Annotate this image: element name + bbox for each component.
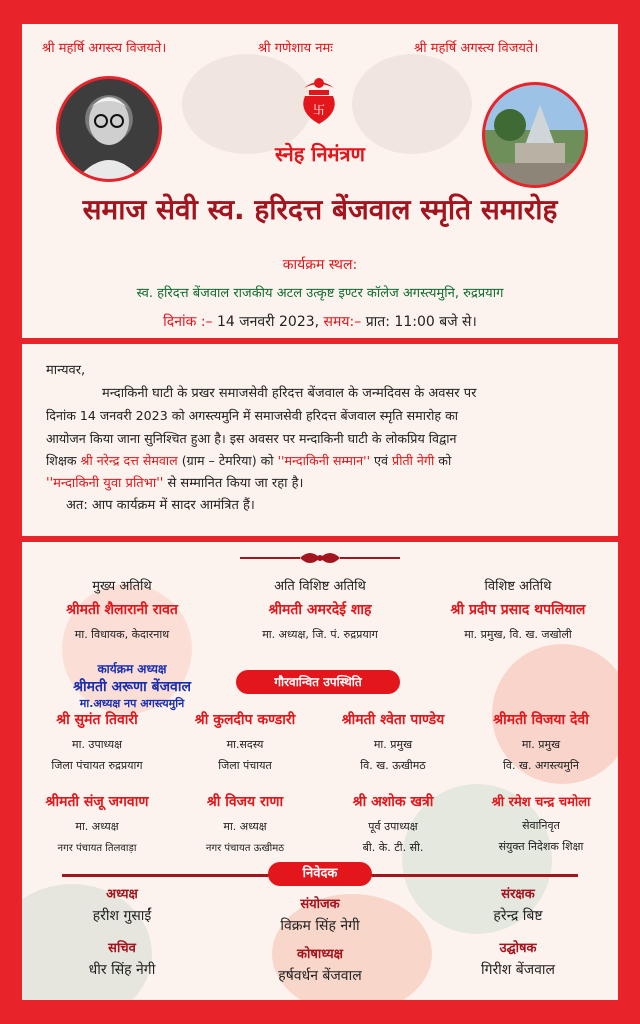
person-role: सेवानिवृत [522,819,560,832]
presiding-name: श्रीमती अरूणा बेंजवाल [73,679,191,695]
guest-distinguished [418,576,618,642]
leaf-decoration [352,54,472,154]
letter-text: शिक्षक [46,453,77,468]
time-value: प्रात: 11:00 बजे से। [365,314,477,330]
top-blessing-center: श्री गणेशाय नमः [258,41,333,56]
person-org: संयुक्त निदेशक शिक्षा [498,840,584,853]
guest-label: विशिष्ट अतिथि [484,579,552,594]
venue-label: कार्यक्रम स्थल: [282,257,358,273]
person-role: मा.सदस्य [226,738,264,751]
guest-desc: मा. अध्यक्ष, जि. पं. रुद्रप्रयाग [262,628,378,641]
presence-person [318,792,468,855]
top-blessing-right: श्री महर्षि अगस्त्य विजयते। [414,41,539,56]
date-label: दिनांक :– [163,314,213,330]
presence-person [22,710,172,773]
divider-band [22,338,618,344]
award-name: ''मन्दाकिनी सम्मान'' [277,453,371,468]
presence-person [170,710,320,773]
presence-person [170,792,320,854]
person-role: मा. अध्यक्ष [75,820,119,833]
divider-band [22,536,618,542]
person-name: श्रीमती विजया देवी [493,712,589,728]
presiding-block [22,660,242,711]
temple-icon [485,85,585,185]
letter-text: को [438,453,452,468]
person-org: नगर पंचायत ऊखीमठ [205,843,285,854]
member-name: विक्रम सिंह नेगी [280,918,360,934]
member-role: कोषाध्यक्ष [297,947,343,962]
nivedak-member [22,938,222,979]
guest-name: श्री प्रदीप प्रसाद थपलियाल [450,602,586,618]
letter-line: अत: आप कार्यक्रम में सादर आमंत्रित हैं। [66,498,255,513]
kalash-icon [296,74,342,128]
person-name: श्री सुमंत तिवारी [56,712,138,728]
event-title: समाज सेवी स्व. हरिदत्त बेंजवाल स्मृति समारोह [82,193,558,226]
person-name: श्री विजय राणा [206,794,284,810]
letter-line: मन्दाकिनी घाटी के प्रखर समाजसेवी हरिदत्त बेंजवाल के जन्मदिवस के अवसर पर [102,385,477,401]
nivedak-member [220,944,420,985]
temple-photo [482,82,588,188]
guest-desc: मा. प्रमुख, वि. ख. जखोली [464,628,572,641]
person-role: मा. प्रमुख [521,738,561,751]
member-name: हर्षवर्धन बेंजवाल [278,968,362,984]
top-blessing-left: श्री महर्षि अगस्त्य विजयते। [42,41,167,56]
guest-chief [22,576,222,642]
letter-text: एवं [374,453,389,468]
letter-text: (ग्राम – टेमरिया) को [181,453,274,468]
salutation: मान्यवर, [46,363,86,378]
date-value: 14 जनवरी 2023, [217,314,320,330]
member-role: सचिव [108,941,136,956]
person-org: वि. ख. अगस्त्यमुनि [503,759,579,772]
member-name: हरेन्द्र बिष्ट [493,908,543,924]
invitation-card [22,24,618,1000]
presence-person [466,710,616,773]
ornamental-divider-icon [240,548,400,568]
venue-text: स्व. हरिदत्त बेंजवाल राजकीय अटल उत्कृष्ट इण्टर कॉलेज अगस्त्यमुनि, रुद्रप्रयाग [136,286,504,301]
guest-name: श्रीमती अमरदेई शाह [268,602,372,618]
presiding-label: कार्यक्रम अध्यक्ष [97,662,167,676]
nivedak-member [418,884,618,925]
time-label: समय:– [323,314,362,330]
presence-title-badge: गौरवान्वित उपस्थिति [236,670,400,694]
letter-line: दिनांक 14 जनवरी 2023 को अगस्त्यमुनि में समाजसेवी हरिदत्त बेंजवाल स्मृति समारोह का [46,408,459,423]
nivedak-member [22,884,222,925]
award-name: ''मन्दाकिनी युवा प्रतिभा'' [46,475,164,491]
member-role: संयोजक [300,897,340,912]
nivedak-member [220,894,420,935]
honoree-name: श्री नरेन्द्र दत्त सेमवाल [80,453,178,468]
person-name: श्री कुलदीप कण्डारी [194,712,296,728]
svg-text:卐: 卐 [312,103,326,117]
person-org: जिला पंचायत रुद्रप्रयाग [51,759,143,772]
invitation-letter [46,360,606,518]
person-name: श्री रमेश चन्द्र चमोला [491,795,591,810]
person-name: श्री अशोक खत्री [352,794,434,810]
sneh-nimantran: स्नेह निमंत्रण [274,142,366,166]
presence-person [466,792,616,854]
person-org: नगर पंचायत तिलवाड़ा [57,843,137,854]
member-name: हरीश गुसाईं [92,908,152,924]
person-role: मा. प्रमुख [373,738,413,751]
member-role: अध्यक्ष [106,887,138,902]
person-name: श्रीमती श्वेता पाण्डेय [341,712,445,728]
letter-line: आयोजन किया जाना सुनिश्चित हुआ है। इस अवसर पर मन्दाकिनी घाटी के लोकप्रिय विद्वान [46,430,457,446]
letter-text: से सम्मानित किया जा रहा है। [167,475,304,491]
member-name: धीर सिंह नेगी [88,962,156,978]
nivedak-member [418,938,618,979]
person-role: मा. अध्यक्ष [223,820,267,833]
presence-person [22,792,172,854]
member-role: संरक्षक [501,887,535,902]
member-role: उद्घोषक [499,941,537,956]
person-org: जिला पंचायत [218,759,272,772]
letter-line [46,450,606,473]
person-org: वि. ख. ऊखीमठ [360,759,426,772]
person-role: मा. उपाध्यक्ष [72,738,122,751]
guest-label: मुख्य अतिथि [92,579,152,594]
person-org: बी. के. टी. सी. [362,841,424,854]
guest-special [220,576,420,642]
person-role: पूर्व उपाध्यक्ष [368,820,418,833]
presence-person [318,710,468,773]
presiding-desc: मा.अध्यक्ष नप अगस्त्यमुनि [79,697,185,710]
leaf-decoration [182,54,312,154]
honoree-name: प्रीती नेगी [392,453,435,468]
date-time-line [22,312,618,331]
nivedak-title-badge: निवेदक [268,862,372,886]
guest-label: अति विशिष्ट अतिथि [274,579,366,594]
member-name: गिरीश बेंजवाल [480,962,556,978]
person-name: श्रीमती संजू जगवाण [45,794,149,810]
guest-name: श्रीमती शैलारानी रावत [66,602,178,618]
guest-desc: मा. विधायक, केदारनाथ [74,628,170,641]
letter-line [46,473,606,496]
